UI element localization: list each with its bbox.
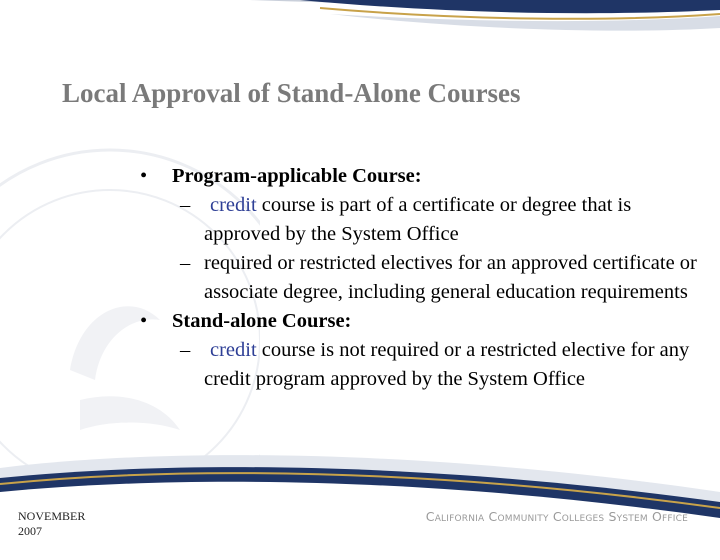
sub-bullet-item [140, 249, 700, 307]
bullet-heading: Program-applicable Course: [172, 165, 422, 187]
sub-bullet-text: course is not required or a restricted elective for any credit program approved by the System Office [204, 339, 690, 390]
top-wave-decoration [0, 0, 720, 60]
bottom-wave-decoration [0, 440, 720, 540]
slide-title: Local Approval of Stand-Alone Courses [62, 78, 521, 108]
footer-date: NOVEMBER 2007 [18, 509, 86, 538]
sub-bullet-text: course is part of a certificate or degree that is approved by the System Office [204, 194, 632, 245]
sub-bullet-item [140, 336, 700, 394]
keyword-highlight: credit [210, 339, 257, 361]
sub-bullet-text: required or restricted electives for an approved certificate or associate degree, including general education requirements [204, 252, 697, 303]
dash-icon: – [180, 252, 191, 274]
sub-bullet-item [140, 191, 700, 249]
bullet-item [140, 307, 700, 336]
footer-organization: California Community Colleges System Office [425, 509, 688, 524]
keyword-highlight: credit [210, 194, 257, 216]
bullet-dot-icon: • [140, 310, 148, 332]
dash-icon: – [180, 194, 191, 216]
bullet-item [140, 162, 700, 191]
bullet-list [140, 162, 700, 394]
bullet-dot-icon: • [140, 165, 148, 187]
bullet-heading: Stand-alone Course: [172, 310, 352, 332]
dash-icon: – [180, 339, 191, 361]
